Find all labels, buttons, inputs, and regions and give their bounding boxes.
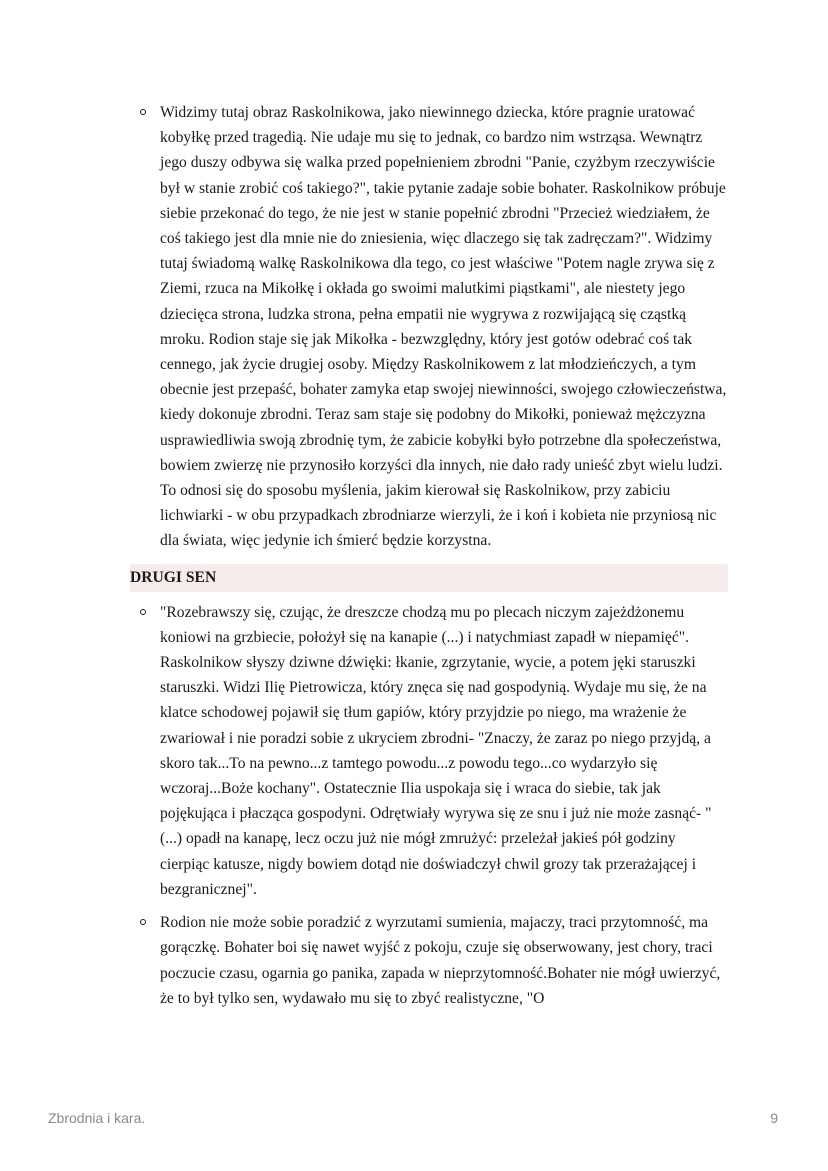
footer-document-title: Zbrodnia i kara.: [48, 1110, 146, 1126]
list-item-text: Widzimy tutaj obraz Raskolnikowa, jako niewinnego dziecka, które pragnie uratować kobyłkę przed tragedią. Nie udaje mu się to jednak, co bardzo nim wstrząsa. Wewnątrz jego duszy odbywa się walka przed popełnieniem zbrodni "Panie, czyżbym rzeczywiście był w stanie zrobić coś takiego?", takie pytanie zadaje sobie bohater. Raskolnikow próbuje siebie przekonać do tego, że nie jest w stanie popełnić zbrodni "Przecież wiedziałem, że coś takiego jest dla mnie nie do zniesienia, więc dlaczego się tak zadręczam?". Widzimy tutaj świadomą walkę Raskolnikowa dla tego, co jest właściwe "Potem nagle zrywa się z Ziemi, rzuca na Mikołkę i okłada go swoimi malutkimi piąstkami", ale niestety jego dziecięca strona, ludzka strona, pełna empatii nie wygrywa z rozwijającą się cząstką mroku. Rodion staje się jak Mikołka - bezwzględny, który jest gotów odebrać coś tak cennego, jak życie drugiej osoby. Między Raskolnikowem z lat młodzieńczych, a tym obecnie jest przepaść, bohater zamyka etap swojej niewinności, swojego człowieczeństwa, kiedy dokonuje zbrodni. Teraz sam staje się podobny do Mikołki, ponieważ mężczyzna usprawiedliwia swoją zbrodnię tym, że zabicie kobyłki było potrzebne dla społeczeństwa, bowiem zwierzę nie przynosiło korzyści dla innych, nie dało rady unieść zbyt wielu ludzi. To odnosi się do sposobu myślenia, jakim kierował się Raskolnikow, przy zabiciu lichwiarki - w obu przypadkach zbrodniarze wierzyli, że i koń i kobieta nie przyniosą nic dla świata, więc jedynie ich śmierć będzie korzystna.: [160, 104, 727, 550]
footer-page-number: 9: [770, 1110, 778, 1126]
bullet-list-2: [130, 600, 728, 1011]
hollow-circle-bullet-icon: [140, 109, 146, 115]
section-heading: DRUGI SEN: [130, 564, 728, 592]
list-item: [130, 600, 728, 902]
list-item: [130, 910, 728, 1011]
bullet-list-1: [130, 100, 728, 554]
list-item: [130, 100, 728, 554]
page-content: [130, 100, 728, 1011]
hollow-circle-bullet-icon: [140, 919, 146, 925]
list-spacer: [130, 902, 728, 910]
hollow-circle-bullet-icon: [140, 609, 146, 615]
list-item-text: "Rozebrawszy się, czując, że dreszcze chodzą mu po plecach niczym zajeżdżonemu koniowi na grzbiecie, położył się na kanapie (...) i natychmiast zapadł w niepamięć". Raskolnikow słyszy dziwne dźwięki: łkanie, zgrzytanie, wycie, a potem jęki staruszki staruszki. Widzi Ilię Pietrowicza, który znęca się nad gospodynią. Wydaje mu się, że na klatce schodowej pojawił się tłum gapiów, który przyjdzie po niego, ma wrażenie że zwariował i nie poradzi sobie z ukryciem zbrodni- "Znaczy, że zaraz po niego przyjdą, a skoro tak...To na pewno...z tamtego powodu...z powodu tego...co wydarzyło się wczoraj...Boże kochany". Ostatecznie Ilia uspokaja się i wraca do siebie, tak jak pojękująca i płacząca gospodyni. Odrętwiały wyrywa się ze snu i już nie może zasnąć- "(...) opadł na kanapę, lecz oczu już nie mógł zmrużyć: przeleżał jakieś pół godziny cierpiąc katusze, nigdy bowiem dotąd nie doświadczył chwil grozy tak przerażającej i bezgranicznej".: [160, 603, 712, 898]
list-item-text: Rodion nie może sobie poradzić z wyrzutami sumienia, majaczy, traci przytomność, ma gorączkę. Bohater boi się nawet wyjść z pokoju, czuje się obserwowany, jest chory, traci poczucie czasu, ogarnia go panika, zapada w nieprzytomność.Bohater nie mógł uwierzyć, że to był tylko sen, wydawało mu się to zbyć realistyczne, "O: [160, 914, 721, 1007]
